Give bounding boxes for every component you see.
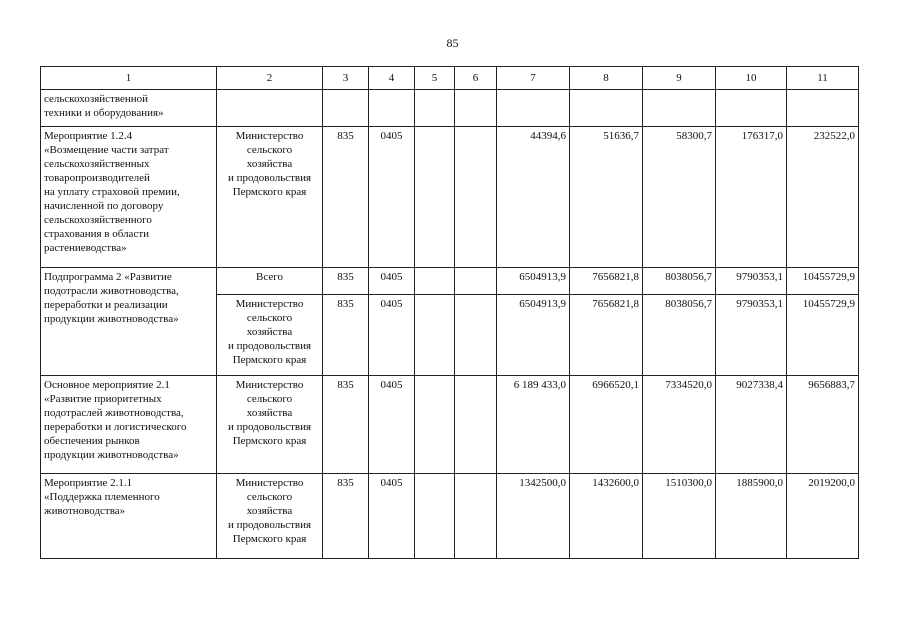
value-cell: 1432600,0	[570, 474, 643, 559]
value-cell: 9027338,4	[716, 376, 787, 474]
program-name-line: продукции животноводства»	[44, 449, 179, 461]
code-cell	[415, 127, 455, 268]
code-cell	[369, 90, 415, 127]
program-name-cell	[41, 474, 217, 559]
executor-line: хозяйства	[246, 505, 293, 517]
value-cell: 7656821,8	[570, 268, 643, 295]
column-header: 3	[323, 67, 369, 90]
executor-line: Пермского края	[232, 533, 307, 545]
code-cell: 0405	[369, 127, 415, 268]
program-name-line: сельскохозяйственных	[44, 158, 150, 170]
executor-line: и продовольствия	[227, 340, 312, 352]
executor-line: Пермского края	[232, 186, 307, 198]
value-cell: 1510300,0	[643, 474, 716, 559]
value-cell: 232522,0	[787, 127, 859, 268]
value-cell: 8038056,7	[643, 268, 716, 295]
value-cell: 9790353,1	[716, 268, 787, 295]
page-number: 85	[446, 36, 459, 50]
column-header: 5	[415, 67, 455, 90]
program-name-line: страхования в области	[44, 228, 150, 240]
code-cell	[455, 376, 497, 474]
executor-line: сельского	[246, 144, 293, 156]
executor-line: Всего	[256, 271, 283, 283]
code-cell: 0405	[369, 376, 415, 474]
program-name-line: переработки и логистического	[44, 421, 187, 433]
code-cell	[455, 90, 497, 127]
table-row	[41, 376, 859, 474]
value-cell	[716, 90, 787, 127]
code-cell	[455, 295, 497, 376]
executor-line: Министерство	[235, 379, 304, 391]
executor-cell	[217, 90, 323, 127]
program-name-line: «Поддержка племенного	[44, 491, 160, 503]
table-row	[41, 90, 859, 127]
value-cell: 10455729,9	[787, 268, 859, 295]
value-cell	[787, 90, 859, 127]
value-cell: 9790353,1	[716, 295, 787, 376]
program-name-cell	[41, 376, 217, 474]
value-cell: 51636,7	[570, 127, 643, 268]
program-name-line: подотраслей животноводства,	[44, 407, 184, 419]
program-name-line: обеспечения рынков	[44, 435, 140, 447]
code-cell: 835	[323, 127, 369, 268]
program-name-line: сельскохозяйственной	[44, 93, 149, 105]
executor-line: сельского	[246, 312, 293, 324]
value-cell: 6504913,9	[497, 268, 570, 295]
program-name-line: Основное мероприятие 2.1	[44, 379, 170, 391]
column-header: 7	[497, 67, 570, 90]
executor-line: и продовольствия	[227, 172, 312, 184]
table-row	[41, 127, 859, 268]
executor-line: и продовольствия	[227, 421, 312, 433]
program-name-line: продукции животноводства»	[44, 313, 179, 325]
executor-cell	[217, 295, 323, 376]
code-cell	[415, 474, 455, 559]
program-name-line: «Развитие приоритетных	[44, 393, 162, 405]
executor-line: Министерство	[235, 130, 304, 142]
value-cell: 1342500,0	[497, 474, 570, 559]
code-cell: 0405	[369, 474, 415, 559]
value-cell: 7656821,8	[570, 295, 643, 376]
code-cell	[415, 376, 455, 474]
program-name-line: подотрасли животноводства,	[44, 285, 179, 297]
code-cell: 0405	[369, 295, 415, 376]
executor-line: Пермского края	[232, 435, 307, 447]
executor-line: хозяйства	[246, 407, 293, 419]
table-row	[41, 268, 859, 295]
executor-line: хозяйства	[246, 326, 293, 338]
code-cell	[415, 295, 455, 376]
program-name-line: сельскохозяйственного	[44, 214, 152, 226]
program-name-line: товаропроизводителей	[44, 172, 150, 184]
code-cell: 835	[323, 474, 369, 559]
program-name-line: техники и оборудования»	[44, 107, 164, 119]
column-header: 4	[369, 67, 415, 90]
column-header: 9	[643, 67, 716, 90]
value-cell: 8038056,7	[643, 295, 716, 376]
program-name-line: животноводства»	[44, 505, 126, 517]
column-header: 10	[716, 67, 787, 90]
code-cell	[415, 90, 455, 127]
table-row	[41, 474, 859, 559]
column-header: 11	[787, 67, 859, 90]
executor-line: сельского	[246, 491, 293, 503]
executor-cell	[217, 268, 323, 295]
code-cell	[323, 90, 369, 127]
value-cell: 2019200,0	[787, 474, 859, 559]
column-header: 1	[41, 67, 217, 90]
value-cell: 58300,7	[643, 127, 716, 268]
header-row	[41, 67, 859, 90]
value-cell: 6 189 433,0	[497, 376, 570, 474]
code-cell: 835	[323, 268, 369, 295]
program-name-line: начисленной по договору	[44, 200, 164, 212]
column-header: 8	[570, 67, 643, 90]
executor-line: и продовольствия	[227, 519, 312, 531]
column-header: 6	[455, 67, 497, 90]
program-name-cell	[41, 127, 217, 268]
program-name-line: на уплату страховой премии,	[44, 186, 180, 198]
code-cell: 0405	[369, 268, 415, 295]
value-cell: 176317,0	[716, 127, 787, 268]
program-name-line: Мероприятие 2.1.1	[44, 477, 133, 489]
program-name-cell	[41, 268, 217, 376]
code-cell	[415, 268, 455, 295]
code-cell	[455, 268, 497, 295]
executor-line: Министерство	[235, 477, 304, 489]
executor-line: Министерство	[235, 298, 304, 310]
value-cell: 44394,6	[497, 127, 570, 268]
value-cell: 6504913,9	[497, 295, 570, 376]
program-name-line: «Возмещение части затрат	[44, 144, 169, 156]
executor-cell	[217, 127, 323, 268]
value-cell: 9656883,7	[787, 376, 859, 474]
column-header: 2	[217, 67, 323, 90]
value-cell	[497, 90, 570, 127]
executor-cell	[217, 474, 323, 559]
budget-table	[40, 66, 859, 559]
value-cell: 1885900,0	[716, 474, 787, 559]
value-cell: 10455729,9	[787, 295, 859, 376]
value-cell	[643, 90, 716, 127]
executor-cell	[217, 376, 323, 474]
code-cell	[455, 127, 497, 268]
program-name-line: переработки и реализации	[44, 299, 168, 311]
executor-line: хозяйства	[246, 158, 293, 170]
executor-line: сельского	[246, 393, 293, 405]
code-cell: 835	[323, 376, 369, 474]
value-cell: 7334520,0	[643, 376, 716, 474]
program-name-line: Подпрограмма 2 «Развитие	[44, 271, 172, 283]
value-cell: 6966520,1	[570, 376, 643, 474]
program-name-line: Мероприятие 1.2.4	[44, 130, 133, 142]
code-cell: 835	[323, 295, 369, 376]
program-name-line: растениеводства»	[44, 242, 127, 254]
value-cell	[570, 90, 643, 127]
code-cell	[455, 474, 497, 559]
executor-line: Пермского края	[232, 354, 307, 366]
program-name-cell	[41, 90, 217, 127]
